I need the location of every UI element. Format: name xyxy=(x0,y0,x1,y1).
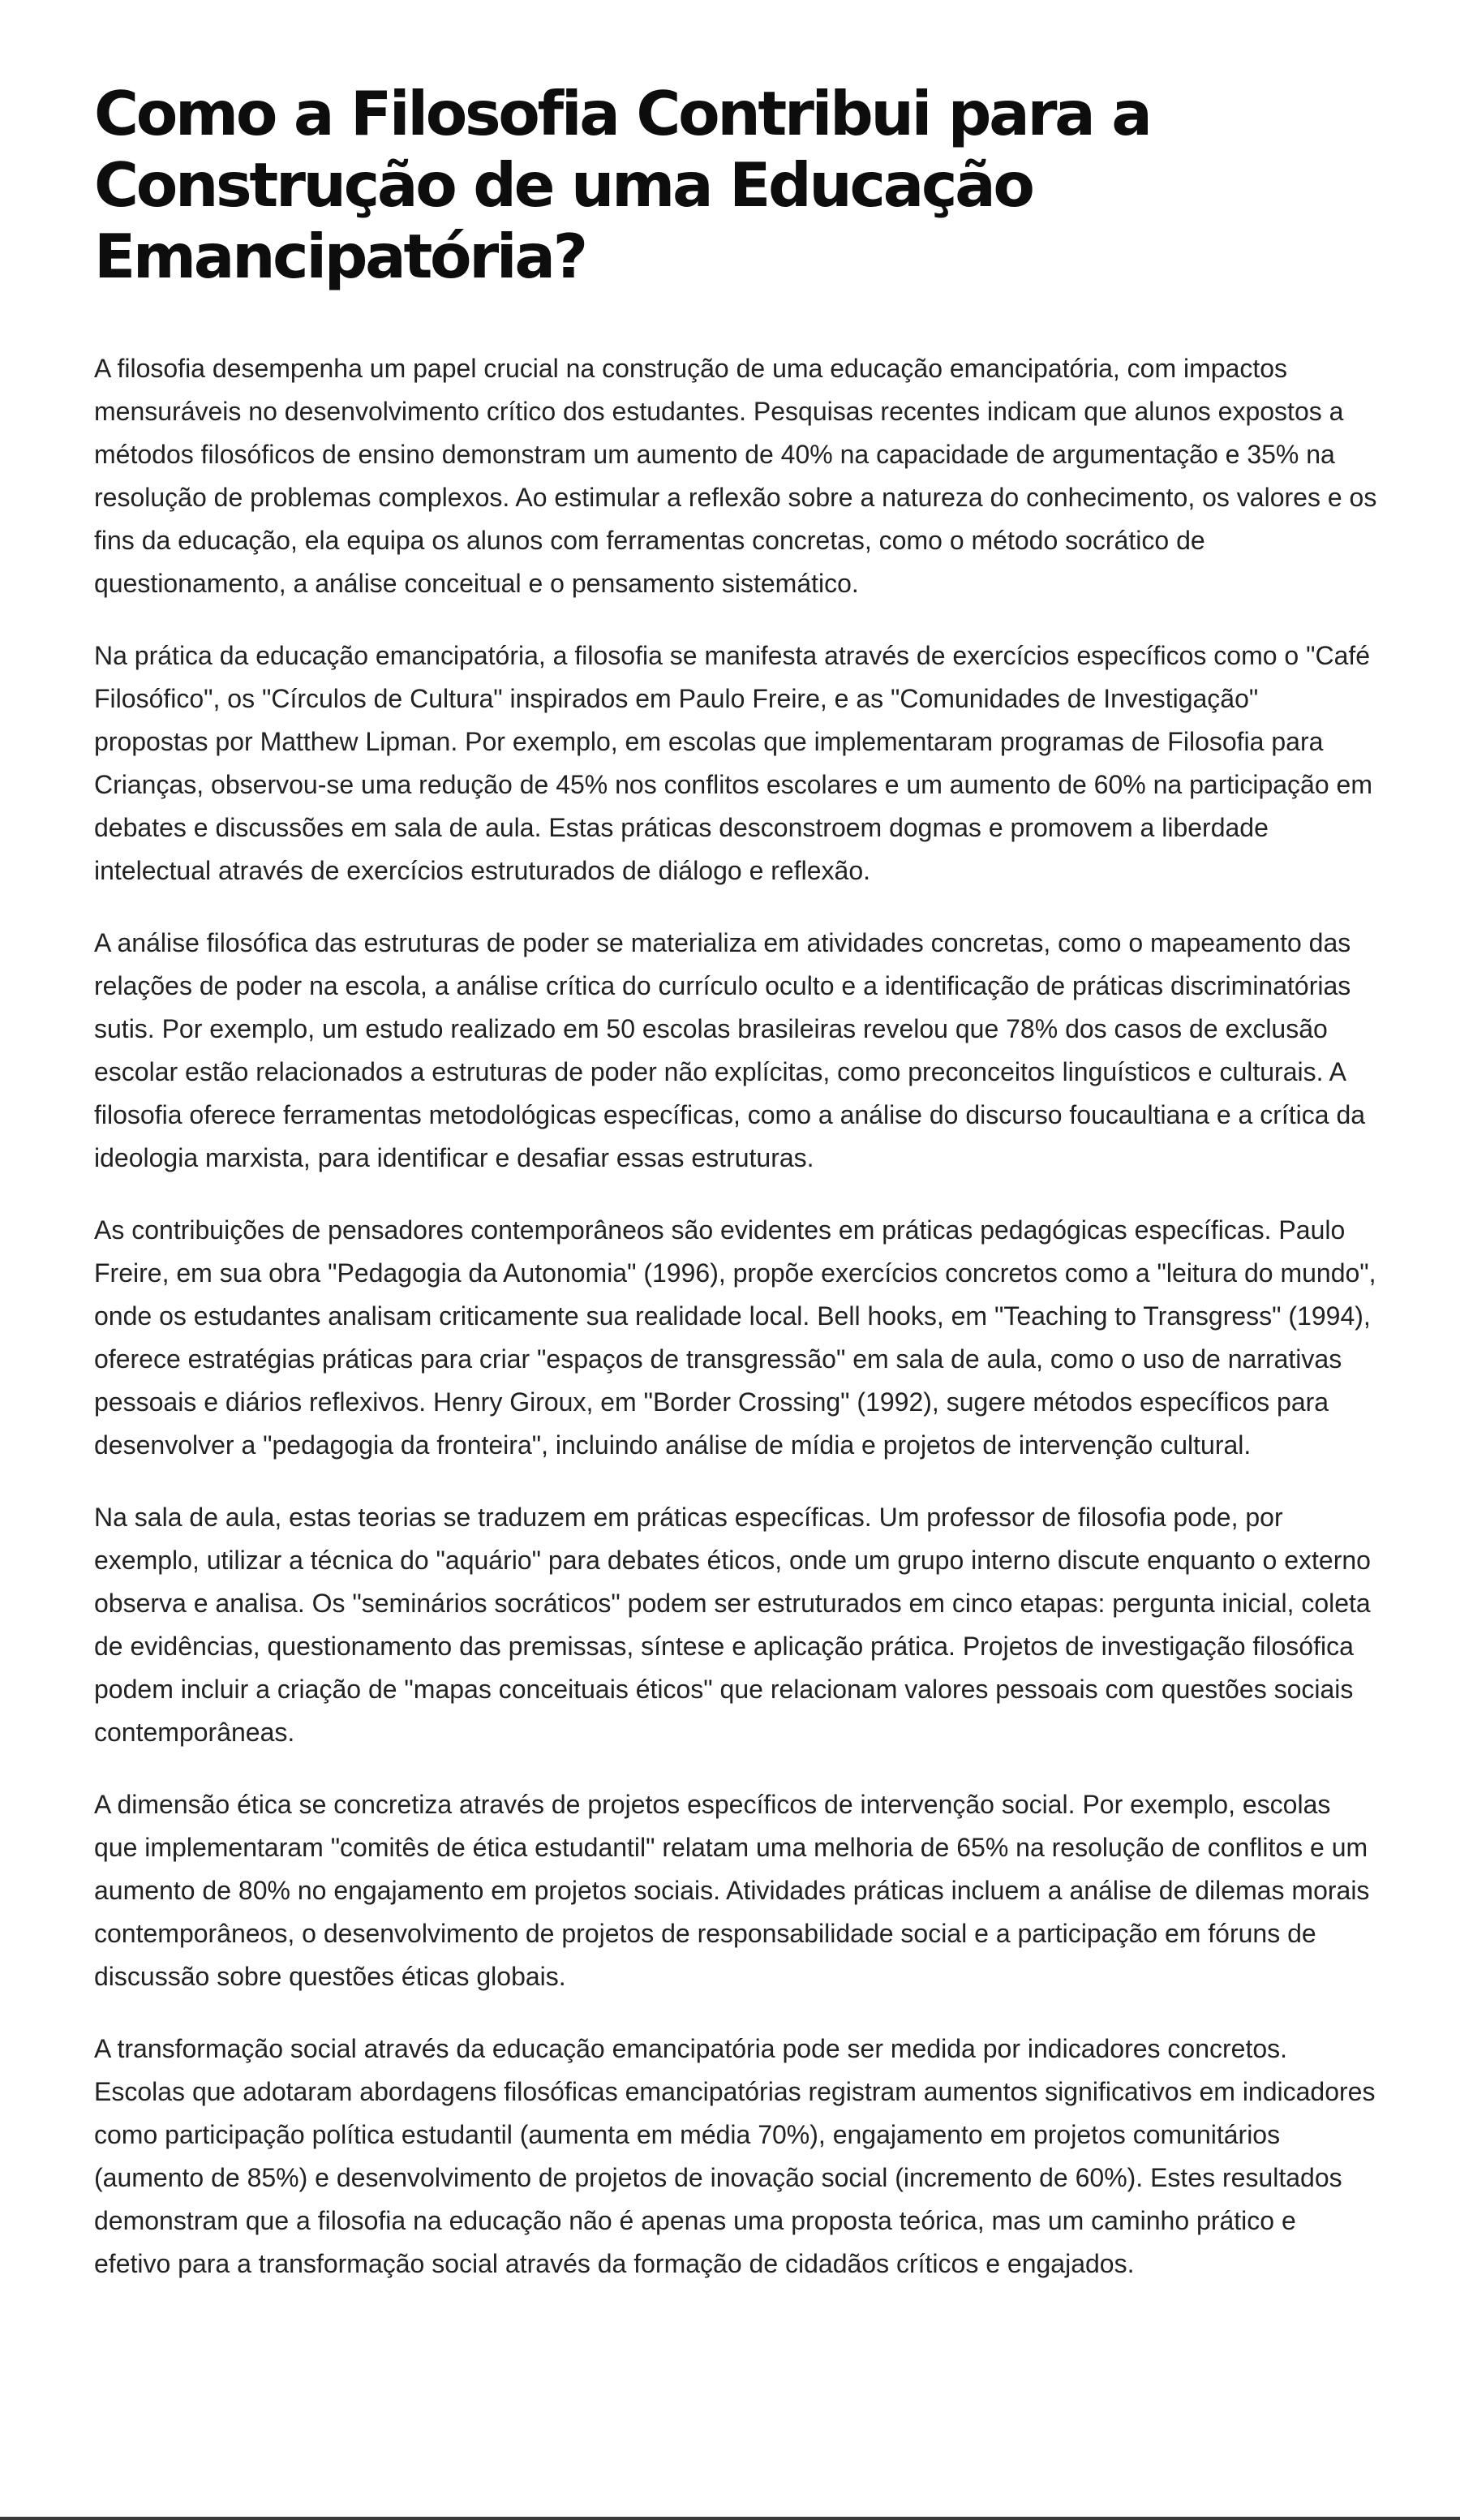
article-paragraph: A análise filosófica das estruturas de poder se materializa em atividades concretas, como o mapeamento das relações de poder na escola, a análise crítica do currículo oculto e a identificação de práticas discriminatórias sutis. Por exemplo, um estudo realizado em 50 escolas brasileiras revelou que 78% dos casos de exclusão escolar estão relacionados a estruturas de poder não explícitas, como preconceitos linguísticos e culturais. A filosofia oferece ferramentas metodológicas específicas, como a análise do discurso foucaultiana e a crítica da ideologia marxista, para identificar e desafiar essas estruturas. xyxy=(94,928,1366,1172)
bottom-divider xyxy=(0,2517,1460,2520)
article-paragraph: As contribuições de pensadores contemporâneos são evidentes em práticas pedagógicas específicas. Paulo Freire, em sua obra "Pedagogia da Autonomia" (1996), propõe exercícios concretos como a "leitura do mundo", onde os estudantes analisam criticamente sua realidade local. Bell hooks, em "Teaching to Transgress" (1994), oferece estratégias práticas para criar "espaços de transgressão" em sala de aula, como o uso de narrativas pessoais e diários reflexivos. Henry Giroux, em "Border Crossing" (1992), sugere métodos específicos para desenvolver a "pedagogia da fronteira", incluindo análise de mídia e projetos de intervenção cultural. xyxy=(94,1215,1376,1460)
article-paragraph: A transformação social através da educação emancipatória pode ser medida por indicadores concretos. Escolas que adotaram abordagens filosóficas emancipatórias registram aumentos significativos em indicadores como participação política estudantil (aumenta em média 70%), engajamento em projetos comunitários (aumento de 85%) e desenvolvimento de projetos de inovação social (incremento de 60%). Estes resultados demonstram que a filosofia na educação não é apenas uma proposta teórica, mas um caminho prático e efetivo para a transformação social através da formação de cidadãos críticos e engajados. xyxy=(94,2034,1376,2278)
article xyxy=(94,78,1379,2315)
article-paragraph: A filosofia desempenha um papel crucial na construção de uma educação emancipatória, com impactos mensuráveis no desenvolvimento crítico dos estudantes. Pesquisas recentes indicam que alunos expostos a métodos filosóficos de ensino demonstram um aumento de 40% na capacidade de argumentação e 35% na resolução de problemas complexos. Ao estimular a reflexão sobre a natureza do conhecimento, os valores e os fins da educação, ela equipa os alunos com ferramentas concretas, como o método socrático de questionamento, a análise conceitual e o pensamento sistemático. xyxy=(94,354,1377,598)
page-title: Como a Filosofia Contribui para a Construção de uma Educação Emancipatória? xyxy=(94,78,1150,292)
article-paragraph: A dimensão ética se concretiza através de projetos específicos de intervenção social. Por exemplo, escolas que implementaram "comitês de ética estudantil" relatam uma melhoria de 65% na resolução de conflitos e um aumento de 80% no engajamento em projetos sociais. Atividades práticas incluem a análise de dilemas morais contemporâneos, o desenvolvimento de projetos de responsabilidade social e a participação em fóruns de discussão sobre questões éticas globais. xyxy=(94,1790,1370,1991)
article-paragraph: Na sala de aula, estas teorias se traduzem em práticas específicas. Um professor de filosofia pode, por exemplo, utilizar a técnica do "aquário" para debates éticos, onde um grupo interno discute enquanto o externo observa e analisa. Os "seminários socráticos" podem ser estruturados em cinco etapas: pergunta inicial, coleta de evidências, questionamento das premissas, síntese e aplicação prática. Projetos de investigação filosófica podem incluir a criação de "mapas conceituais éticos" que relacionam valores pessoais com questões sociais contemporâneas. xyxy=(94,1503,1371,1747)
article-paragraph: Na prática da educação emancipatória, a filosofia se manifesta através de exercícios específicos como o "Café Filosófico", os "Círculos de Cultura" inspirados em Paulo Freire, e as "Comunidades de Investigação" propostas por Matthew Lipman. Por exemplo, em escolas que implementaram programas de Filosofia para Crianças, observou-se uma redução de 45% nos conflitos escolares e um aumento de 60% na participação em debates e discussões em sala de aula. Estas práticas desconstroem dogmas e promovem a liberdade intelectual através de exercícios estruturados de diálogo e reflexão. xyxy=(94,641,1372,885)
